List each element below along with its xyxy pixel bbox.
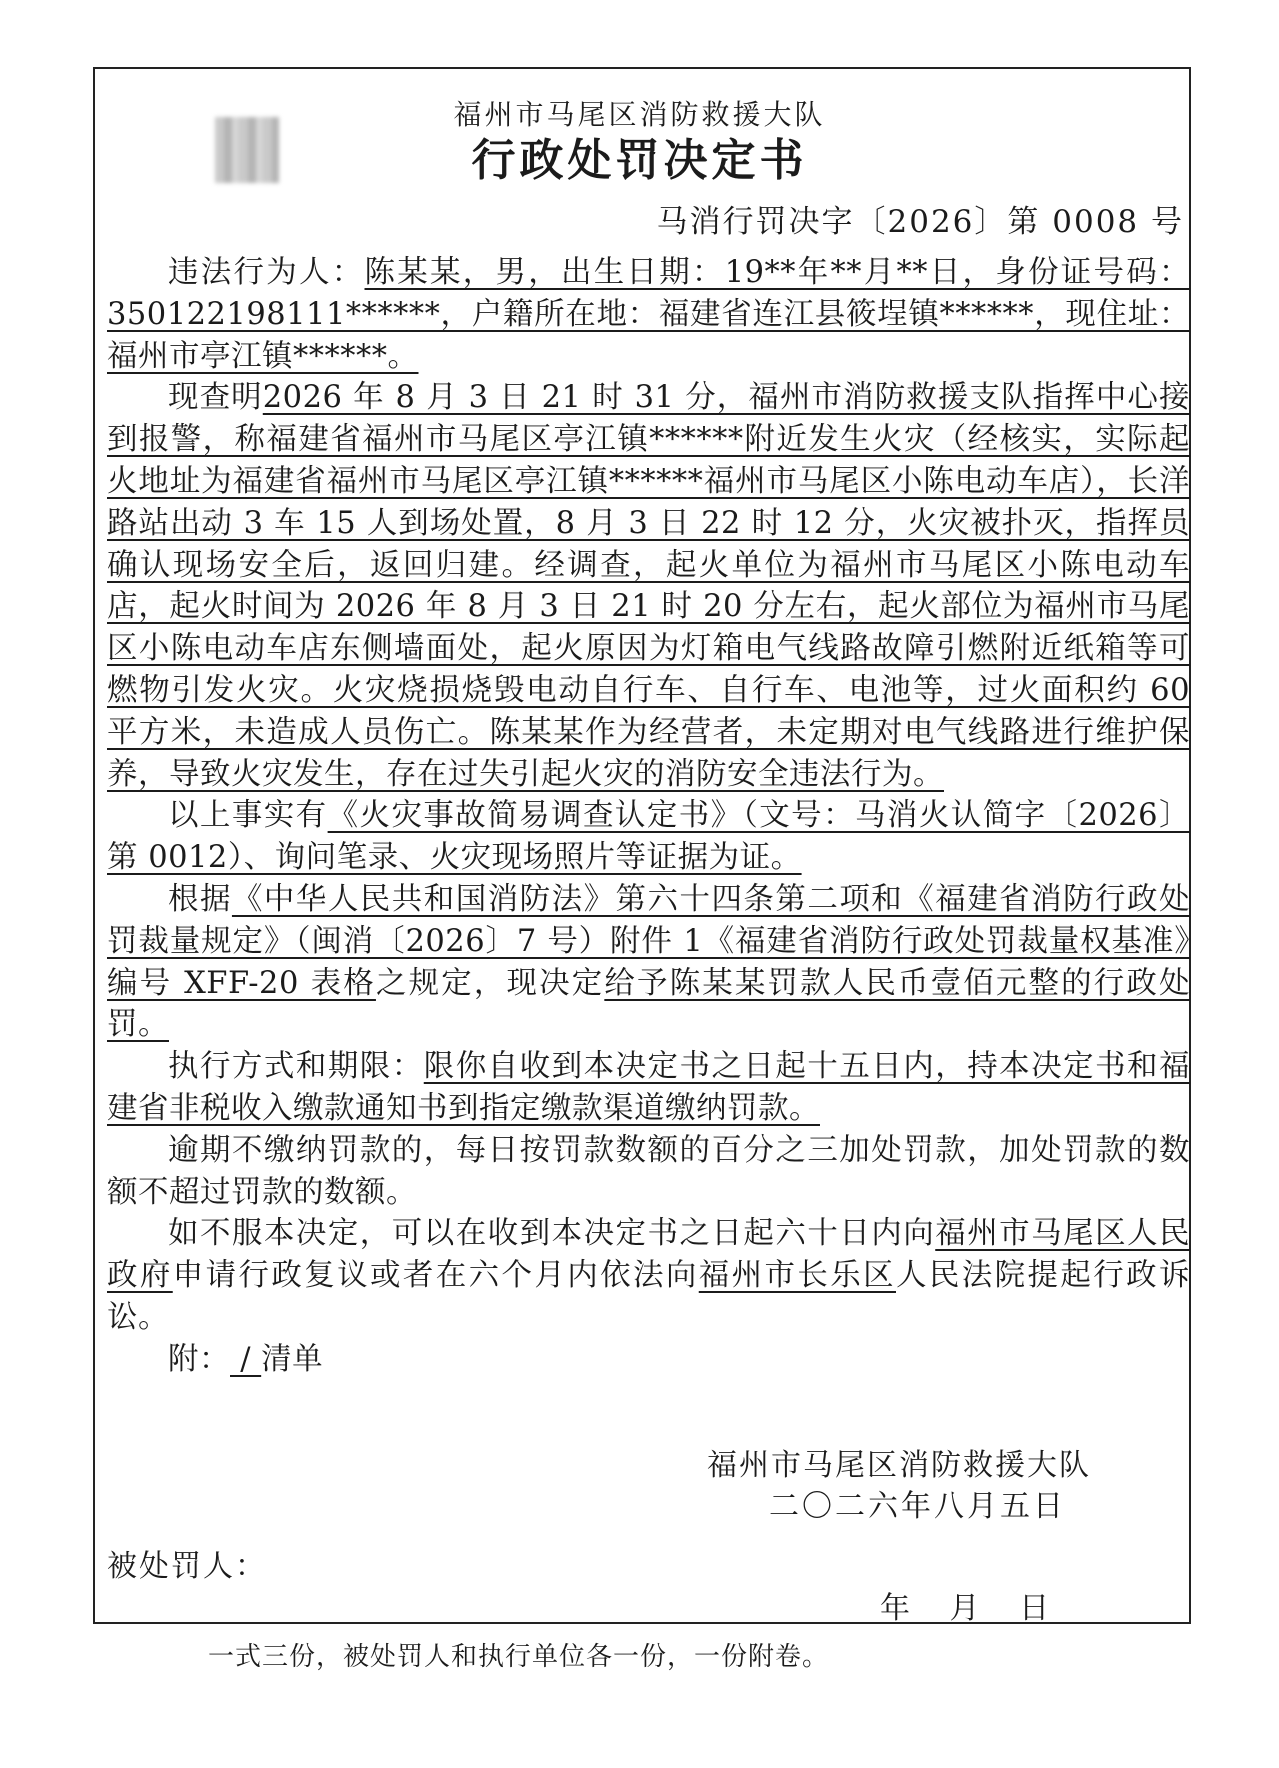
evidence-label: 以上事实有 bbox=[168, 798, 328, 834]
appeal-text-2: 申请行政复议或者在六个月内依法向 bbox=[172, 1258, 699, 1294]
court-name: 福州市长乐区 bbox=[698, 1258, 896, 1294]
attachment-line bbox=[107, 1339, 1190, 1381]
decision-intro: 之规定，现决定 bbox=[375, 965, 605, 1001]
attachment-value: / bbox=[230, 1341, 262, 1377]
review-government: 福州市马尾区人民政府 bbox=[107, 1216, 1191, 1294]
findings-paragraph bbox=[107, 377, 1190, 795]
legal-basis-label: 根据 bbox=[168, 881, 232, 917]
legal-basis-paragraph bbox=[107, 879, 1190, 1046]
copies-footnote: 一式三份，被处罚人和执行单位各一份，一份附卷。 bbox=[208, 1642, 830, 1672]
execution-label: 执行方式和期限： bbox=[168, 1049, 424, 1085]
findings-label: 现查明 bbox=[168, 380, 263, 416]
document-body bbox=[107, 252, 1190, 1381]
appeal-text-1: 如不服本决定，可以在收到本决定书之日起六十日内向 bbox=[168, 1216, 936, 1252]
document-title: 行政处罚决定书 bbox=[471, 135, 808, 186]
attachment-label: 附： bbox=[168, 1341, 230, 1377]
evidence-paragraph bbox=[107, 795, 1190, 879]
sign-date-field: 年 月 日 bbox=[880, 1591, 1050, 1626]
decision-text: 给予陈某某罚款人民币壹佰元整的行政处罚。 bbox=[107, 965, 1190, 1043]
appeal-paragraph bbox=[107, 1213, 1190, 1338]
offender-info: 陈某某，男，出生日期：19**年**月**日，身份证号码：350122198111******，户籍所在地：福建省连江县筱埕镇******，现住址：福州市亭江镇******。 bbox=[107, 255, 1191, 374]
evidence-text: 《火灾事故简易调查认定书》（文号：马消火认简字〔2026〕第 0012）、询问笔录、火灾现场照片等证据为证。 bbox=[107, 798, 1190, 876]
issuer-signature: 福州市马尾区消防救援大队 bbox=[707, 1448, 1091, 1483]
execution-paragraph bbox=[107, 1046, 1190, 1130]
late-fee-paragraph: 逾期不缴纳罚款的，每日按罚款数额的百分之三加处罚款，加处罚款的数额不超过罚款的数额。 bbox=[107, 1132, 1190, 1210]
penalized-person-label: 被处罚人： bbox=[107, 1549, 267, 1584]
document-number: 马消行罚决字〔2026〕第 0008 号 bbox=[656, 204, 1184, 240]
legal-basis-text: 《中华人民共和国消防法》第六十四条第二项和《福建省消防行政处罚裁量规定》（闽消〔2026〕7 号）附件 1《福建省消防行政处罚裁量权基准》编号 XFF-20 表格 bbox=[107, 881, 1191, 1001]
findings-text: 2026 年 8 月 3 日 21 时 31 分，福州市消防救援支队指挥中心接到报警，称福建省福州市马尾区亭江镇******附近发生火灾（经核实，实际起火地址为福建省福州市马尾区亭江镇******福州市马尾区小陈电动车店），长洋路站出动 3 车 15 人到场处置，8 月 3 日 22 时 12 分，火灾被扑灭，指挥员确认现场安全后，返回归建。经调查，起火单位为福州市马尾区小陈电动车店，起火时间为 2026 年 8 月 3 日 21 时 20 分左右，起火部位为福州市马尾区小陈电动车店东侧墙面处，起火原因为灯箱电气线路故障引燃附近纸箱等可燃物引发火灾。火灾烧损烧毁电动自行车、自行车、电池等，过火面积约 60 平方米，未造成人员伤亡。陈某某作为经营者，未定期对电气线路进行维护保养，导致火灾发生，存在过失引起火灾的消防安全违法行为。 bbox=[107, 380, 1190, 792]
offender-label: 违法行为人： bbox=[168, 255, 365, 290]
issuing-org-heading: 福州市马尾区消防救援大队 bbox=[453, 98, 826, 131]
appeal-text-3: 人民法院提起行政诉讼。 bbox=[107, 1258, 1190, 1335]
execution-text: 限你自收到本决定书之日起十五日内，持本决定书和福建省非税收入缴款通知书到指定缴款渠道缴纳罚款。 bbox=[107, 1049, 1191, 1126]
issue-date: 二〇二六年八月五日 bbox=[769, 1489, 1066, 1524]
offender-paragraph bbox=[107, 252, 1190, 377]
attachment-suffix: 清单 bbox=[261, 1341, 324, 1377]
